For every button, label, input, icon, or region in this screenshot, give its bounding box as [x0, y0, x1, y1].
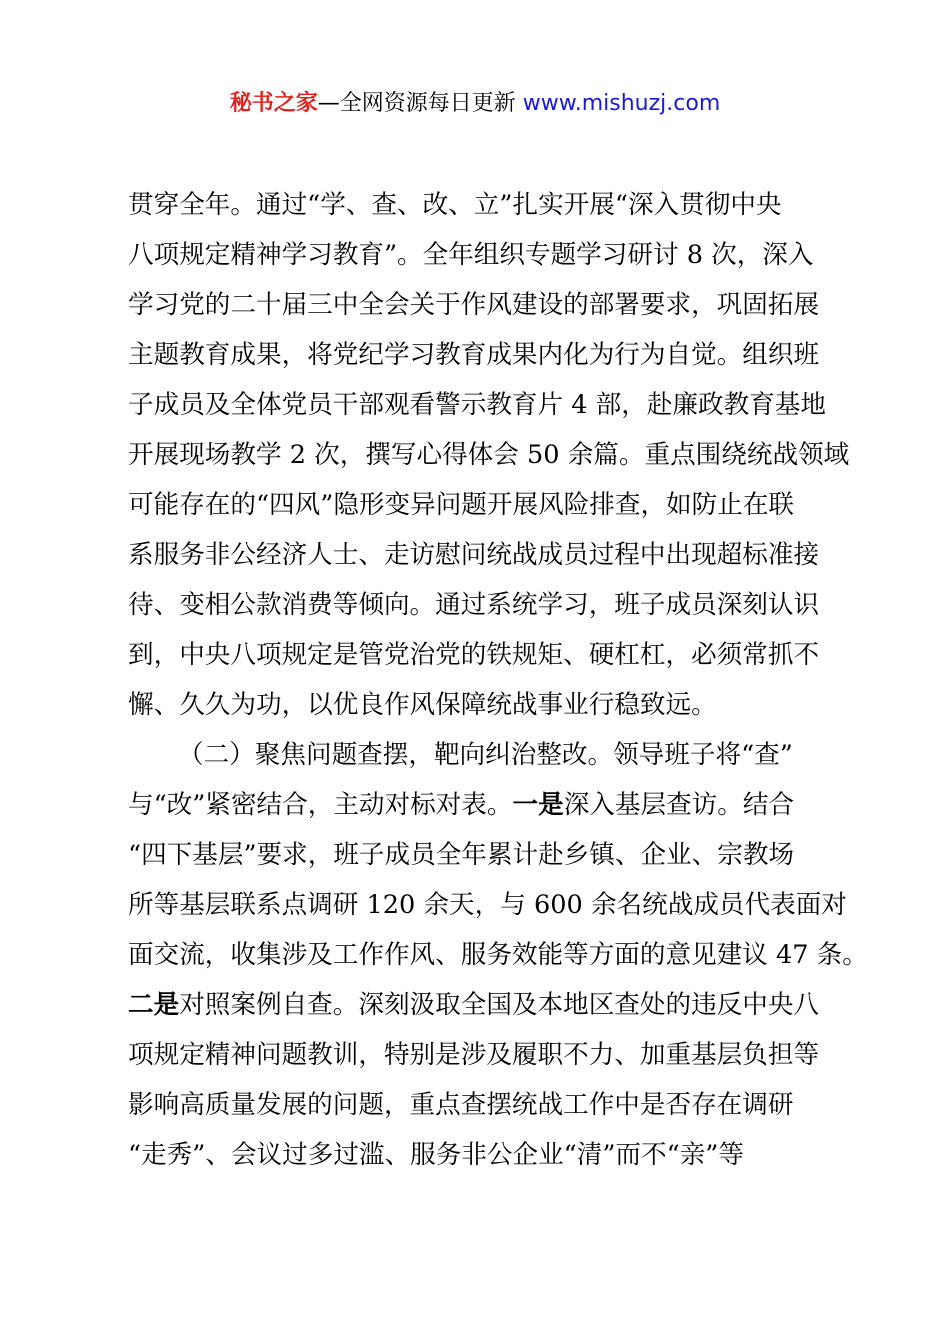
text-line: 面交流，收集涉及工作作风、服务效能等方面的意见建议 47 条。: [128, 940, 868, 970]
text-line: “走秀”、会议过多过滥、服务非公企业“清”而不“亲”等: [128, 1140, 744, 1170]
text-line: 主题教育成果，将党纪学习教育成果内化为行为自觉。组织班: [128, 340, 820, 370]
text-line: 待、变相公款消费等倾向。通过系统学习，班子成员深刻认识: [128, 590, 820, 620]
text-line: [128, 980, 834, 1030]
header-url[interactable]: www.mishuzj.com: [522, 91, 721, 116]
bold-marker: 二是: [128, 990, 180, 1020]
brand-name: 秘书之家: [229, 91, 318, 116]
text-segment: 与“改”紧密结合，主动对标对表。: [128, 790, 513, 820]
text-segment: 对照案例自查。深刻汲取全国及本地区查处的违反中央八: [179, 990, 820, 1020]
text-line: 贯穿全年。通过“学、查、改、立”扎实开展“深入贯彻中央: [128, 190, 782, 220]
document-body: [128, 180, 868, 1180]
section-heading-line: （二）聚焦问题查摆，靶向纠治整改。领导班子将“查”: [178, 740, 793, 770]
text-line: 学习党的二十届三中全会关于作风建设的部署要求，巩固拓展: [128, 290, 820, 320]
text-line: 懈、久久为功，以优良作风保障统战事业行稳致远。: [128, 690, 717, 720]
text-line: 影响高质量发展的问题，重点查摆统战工作中是否存在调研: [128, 1090, 794, 1120]
text-line: [128, 780, 834, 830]
text-line: 系服务非公经济人士、走访慰问统战成员过程中出现超标准接: [128, 540, 820, 570]
text-line: 八项规定精神学习教育”。全年组织专题学习研讨 8 次，深入: [128, 240, 814, 270]
text-line: 到，中央八项规定是管党治党的铁规矩、硬杠杠，必须常抓不: [128, 640, 820, 670]
text-line: 开展现场教学 2 次，撰写心得体会 50 余篇。重点围绕统战领域: [128, 440, 850, 470]
text-line: 可能存在的“四风”隐形变异问题开展风险排查，如防止在联: [128, 490, 795, 520]
bold-marker: 一是: [512, 790, 564, 820]
header-tagline: —全网资源每日更新: [317, 91, 516, 116]
text-line: 子成员及全体党员干部观看警示教育片 4 部，赴廉政教育基地: [128, 390, 826, 420]
text-line: 项规定精神问题教训，特别是涉及履职不力、加重基层负担等: [128, 1040, 820, 1070]
watermark-header: [0, 88, 950, 120]
text-segment: 深入基层查访。结合: [563, 790, 795, 820]
text-line: “四下基层”要求，班子成员全年累计赴乡镇、企业、宗教场: [128, 840, 795, 870]
text-line: 所等基层联系点调研 120 余天，与 600 余名统战成员代表面对: [128, 890, 847, 920]
